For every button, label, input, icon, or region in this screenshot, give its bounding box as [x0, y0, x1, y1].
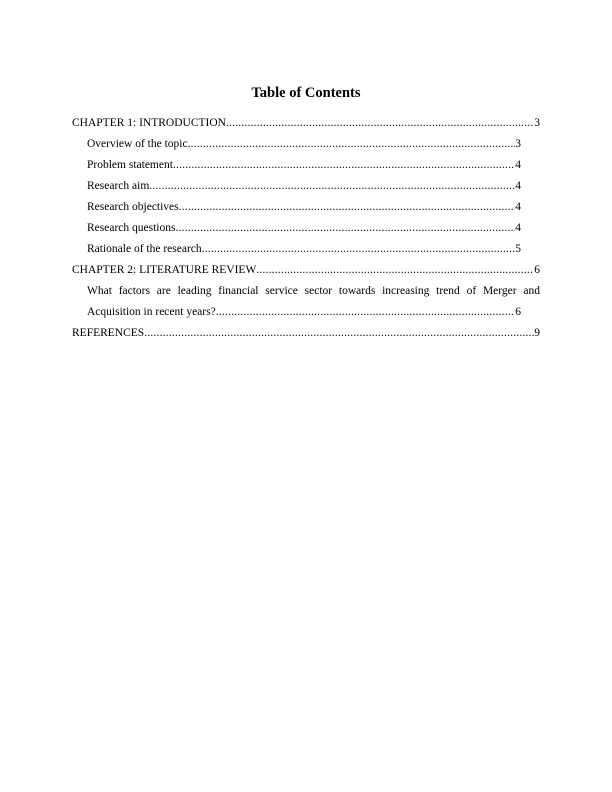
toc-page-number: 5 [515, 243, 521, 255]
dot-leader [226, 113, 534, 134]
toc-entry-references[interactable] [72, 323, 540, 344]
toc-entry-label-line2: Acquisition in recent years? [87, 306, 216, 318]
toc-entry-what-factors[interactable] [72, 281, 540, 323]
toc-entry-label: Research questions [87, 222, 176, 234]
toc-entry-label: Problem statement [87, 159, 173, 171]
toc-entry-label: REFERENCES [72, 327, 145, 339]
toc-entry-line2 [87, 302, 540, 323]
toc-entry-label: Research objectives [87, 201, 179, 213]
toc-entry-label: Rationale of the research [87, 243, 202, 255]
toc-entry-research-questions[interactable] [72, 218, 540, 239]
toc-page-number: 6 [515, 306, 521, 318]
toc-entry-label: CHAPTER 1: INTRODUCTION [72, 117, 226, 129]
dot-leader [256, 260, 534, 281]
toc-entry-label-line1: What factors are leading financial service sector towards increasing trend of Merger and [87, 285, 540, 297]
toc-page-number: 4 [515, 180, 521, 192]
dot-leader [188, 134, 516, 155]
dot-leader [149, 176, 515, 197]
dot-leader [216, 302, 516, 323]
toc-entry-problem-statement[interactable] [72, 155, 540, 176]
dot-leader [175, 218, 515, 239]
toc-entry-label: CHAPTER 2: LITERATURE REVIEW [72, 264, 257, 276]
dot-leader [144, 323, 534, 344]
toc-page-number: 4 [515, 159, 521, 171]
toc-entry-chapter-2[interactable] [72, 260, 540, 281]
toc-page-number: 6 [534, 264, 540, 276]
toc-page-number: 3 [534, 117, 540, 129]
toc-entry-research-aim[interactable] [72, 176, 540, 197]
toc-entry-rationale[interactable] [72, 239, 540, 260]
table-of-contents [72, 113, 540, 344]
toc-entry-research-objectives[interactable] [72, 197, 540, 218]
dot-leader [202, 239, 516, 260]
toc-entry-label: Research aim [87, 180, 150, 192]
toc-entry-chapter-1[interactable] [72, 113, 540, 134]
dot-leader [179, 197, 516, 218]
toc-page-number: 9 [534, 327, 540, 339]
dot-leader [173, 155, 515, 176]
toc-entry-label: Overview of the topic [87, 138, 188, 150]
toc-page-number: 4 [515, 222, 521, 234]
toc-page-number: 3 [515, 138, 521, 150]
toc-title: Table of Contents [251, 85, 361, 101]
toc-entry-overview[interactable] [72, 134, 540, 155]
toc-page-number: 4 [515, 201, 521, 213]
